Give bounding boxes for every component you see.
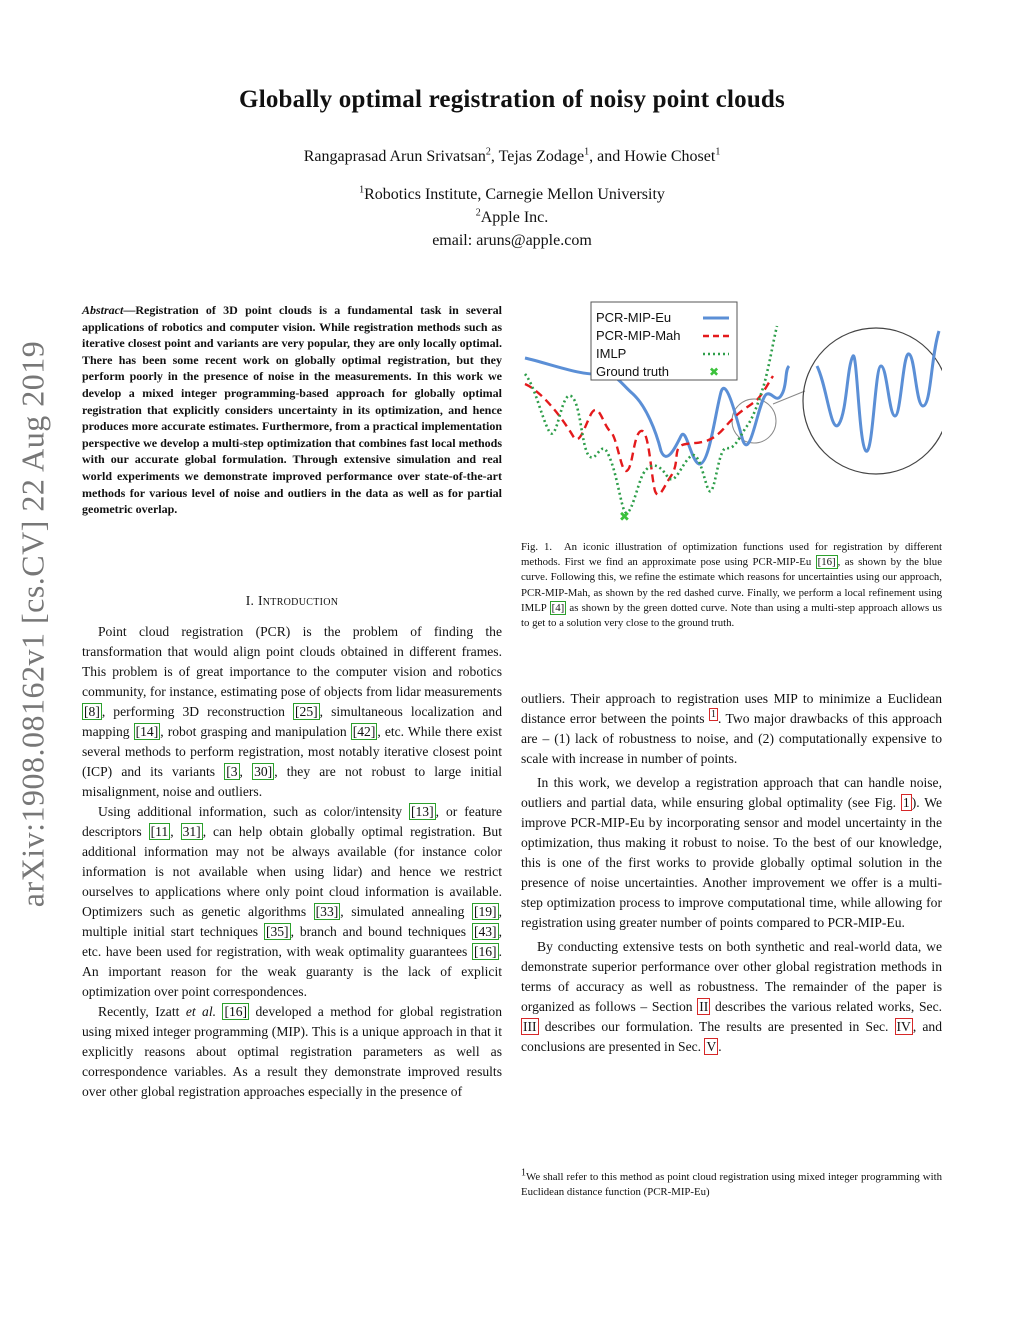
inset-eu-curve — [817, 331, 939, 451]
text-run: , performing 3D reconstruction — [101, 704, 293, 719]
text-run: , simultaneous localization and mapping — [82, 704, 502, 739]
text-run: , as shown by the blue curve. Following this, we refine the estimate which reasons for uncertainties using our approach, PCR-MIP-Mah, as shown by the red dashed curve. Finally, we perform a local refinement using IMLP — [521, 556, 942, 614]
text-run: , — [170, 824, 181, 839]
citation-link[interactable]: [43] — [473, 924, 497, 939]
section-number: I. — [245, 593, 255, 608]
paper-title: Globally optimal registration of noisy point clouds — [239, 86, 785, 113]
paragraph — [82, 622, 502, 802]
citation-link[interactable]: [14] — [135, 724, 159, 739]
text-run: . Two major drawbacks of this approach are – (1) lack of robustness to noise, and (2) computationally expensive to scale with increase in number of points. — [521, 711, 942, 766]
citation-link[interactable]: [4] — [551, 601, 565, 614]
affiliation-1 — [0, 186, 1024, 204]
mah-curve — [525, 376, 773, 495]
legend-label-imlp: IMLP — [596, 346, 627, 361]
caption-label: Fig. 1. — [521, 541, 553, 553]
legend-label-mah: PCR-MIP-Mah — [596, 328, 681, 343]
citation-link[interactable]: [35] — [265, 924, 289, 939]
figure-1-plot — [521, 296, 942, 532]
figure-link[interactable]: 1 — [902, 795, 910, 810]
text-run: Using additional information, such as color/intensity — [98, 804, 409, 819]
text-run: describes the various related works, Sec. — [710, 999, 943, 1014]
citation-link[interactable]: [19] — [473, 904, 497, 919]
text-run: , — [239, 764, 253, 779]
text-run: An iconic illustration of optimization functions used for registration by different methods. First we find an approximate pose using PCR-MIP-Eu — [521, 541, 942, 569]
text-run: as shown by the green dotted curve. Note than using a multi-step approach allows us to get to a solution very close to the ground truth. — [521, 601, 942, 630]
text-run: . — [718, 1039, 722, 1054]
text-run: , robot grasping and manipulation — [160, 724, 351, 739]
abstract — [82, 302, 502, 518]
section-link[interactable]: III — [523, 1019, 537, 1034]
text-run: Recently, Izatt — [98, 1004, 186, 1019]
text-run: In this work, we develop a registration approach that can handle noise, outliers and partial data, while ensuring global optimality (see Fig. — [521, 775, 942, 810]
footnote-mark: 1 — [521, 1167, 526, 1179]
emphasis: et al. — [185, 1004, 217, 1019]
section-link[interactable]: IV — [896, 1019, 911, 1034]
affiliation-1-mark: 1 — [359, 184, 365, 196]
citation-link[interactable]: [16] — [224, 1004, 248, 1019]
legend-label-eu: PCR-MIP-Eu — [596, 310, 672, 325]
footnote-text: We shall refer to this method as point cloud registration using mixed integer programming with Euclidean distance function (PCR-MIP-Eu) — [521, 1171, 942, 1198]
legend-swatch-gt: ✖ — [709, 365, 720, 379]
figure-1 — [521, 296, 942, 532]
text-run: , etc. have been used for registration, with weak optimality guarantees — [82, 924, 502, 959]
citation-link[interactable]: 31] — [182, 824, 201, 839]
text-run: , can help obtain globally optimal registration. But additional information may not be always available (for instance color information is not available when using lidar) and hence we restrict ourselves to applications where only point cloud information is available. Optimizers such as genetic algorithms — [82, 824, 503, 919]
paragraph — [82, 1002, 502, 1102]
text-run: , simulated annealing — [340, 904, 472, 919]
text-run: . An important reason for the weak guaranty is the lack of explicit optimization over point correspondences. — [82, 944, 502, 999]
zoom-inset-circle — [803, 328, 942, 474]
author-3: and Howie Choset — [597, 148, 716, 165]
author-list: Rangaprasad Arun Srivatsan$^2$, Tejas Zodage$^1$, and Howie Choset$^1$ — [303, 146, 721, 165]
citation-link[interactable]: [16] — [473, 944, 497, 959]
abstract-label: Abstract — [82, 303, 124, 317]
author-2: Tejas Zodage — [498, 148, 585, 165]
ground-truth-marker: ✖ — [619, 510, 630, 525]
text-run: , or feature descriptors — [82, 804, 503, 839]
affiliation-2-mark: 2 — [475, 207, 481, 219]
section-heading-introduction — [82, 593, 502, 609]
citation-link[interactable]: [42] — [352, 724, 376, 739]
section-link[interactable]: V — [706, 1039, 717, 1054]
citation-link[interactable]: [3 — [226, 764, 238, 779]
left-column-body — [82, 622, 502, 1102]
text-run: , branch and bound techniques — [290, 924, 472, 939]
citation-link[interactable]: [8] — [84, 704, 100, 719]
text-run: describes our formulation. The results are presented in Sec. — [538, 1019, 895, 1034]
paragraph — [521, 937, 942, 1057]
citation-link[interactable]: [16] — [817, 556, 836, 569]
paragraph — [521, 773, 942, 933]
citation-link[interactable]: 30] — [254, 764, 273, 779]
citation-link[interactable]: [13] — [410, 804, 434, 819]
figure-1-caption — [521, 540, 942, 631]
text-run: Point cloud registration (PCR) is the problem of finding the transformation that would align point clouds obtained in different frames. This problem is of great importance to the computer vision and robotics community, for instance, estimating pose of objects from lidar measurements — [82, 624, 502, 699]
right-column-body — [521, 689, 942, 1057]
text-run: , they are not robust to large initial misalignment, noise and outliers. — [82, 764, 502, 799]
text-run: , multiple initial start techniques — [82, 904, 502, 939]
section-link[interactable]: II — [699, 999, 709, 1014]
affiliation-2 — [0, 209, 1024, 227]
citation-link[interactable]: [25] — [295, 704, 318, 719]
legend-label-gt: Ground truth — [596, 364, 669, 379]
citation-link[interactable]: [11 — [150, 824, 169, 839]
affiliation-2-text: Apple Inc. — [480, 209, 549, 226]
citation-link[interactable]: [33] — [315, 904, 339, 919]
author-1: Rangaprasad Arun Srivatsan — [303, 148, 486, 165]
author-1-affiliation: 2 — [485, 146, 491, 158]
text-run: , and conclusions are presented in Sec. — [521, 1019, 942, 1054]
text-run: developed a method for global registration using mixed integer programming (MIP). This is a unique approach in that it explicitly reasons about optimal registration parameters as well as correspondence variables. As a result they demonstrate improved results over other global registration approaches especially in the presence of — [82, 1004, 502, 1099]
paragraph — [82, 802, 502, 1002]
arxiv-stamp — [8, 294, 58, 954]
arxiv-stamp-text: arXiv:1908.08162v1 [cs.CV] 22 Aug 2019 — [14, 340, 51, 908]
author-3-affiliation: 1 — [715, 146, 721, 158]
author-2-affiliation: 1 — [584, 146, 590, 158]
footnote — [521, 1167, 942, 1200]
footnote-link[interactable]: 1 — [710, 709, 716, 721]
paragraph — [521, 689, 942, 769]
text-run: , etc. While there exist several methods to perform registration, most notably iterative closest point (ICP) and its variants — [82, 724, 502, 779]
abstract-text: —Registration of 3D point clouds is a fundamental task in several applications of robotics and computer vision. While registration methods such as iterative closest point and variants are very popular, they are only locally optimal. There has been some recent work on globally optimal registration, but they perform poorly in the presence of noise in the measurements. In this work we develop a mixed integer programming-based approach for globally optimal registration that explicitly considers uncertainty in its optimization, and hence produces more accurate estimates. Furthermore, from a practical implementation perspective we develop a multi-step optimization that combines fast local methods with our accurate global formulation. Through extensive simulation and real world experiments we demonstrate improved performance over state-of-the-art methods for various level of noise and outliers in the data as well as for partial geometric overlap. — [82, 303, 502, 517]
text-run: ). We improve PCR-MIP-Eu by incorporating sensor and model uncertainty in the optimization, thus making it robust to noise. To the best of our knowledge, this is one of the first works to provide globally optimal solution in the presence of noise uncertainties. Another improvement we offer is a multi-step optimization process to improve computational time, while allowing for registration using greater number of points compared to PCR-MIP-Eu. — [521, 795, 942, 930]
contact-email: email: aruns@apple.com — [432, 232, 592, 249]
text-run: By conducting extensive tests on both synthetic and real-world data, we demonstrate superior performance over other global registration methods in terms of accuracy as well as robustness. The remainder of the paper is organized as follows – Section — [521, 939, 942, 1014]
text-run: outliers. Their approach to registration uses MIP to minimize a Euclidean distance error between the points — [521, 691, 942, 726]
section-title: Introduction — [257, 593, 339, 608]
affiliation-1-text: Robotics Institute, Carnegie Mellon University — [364, 186, 665, 203]
